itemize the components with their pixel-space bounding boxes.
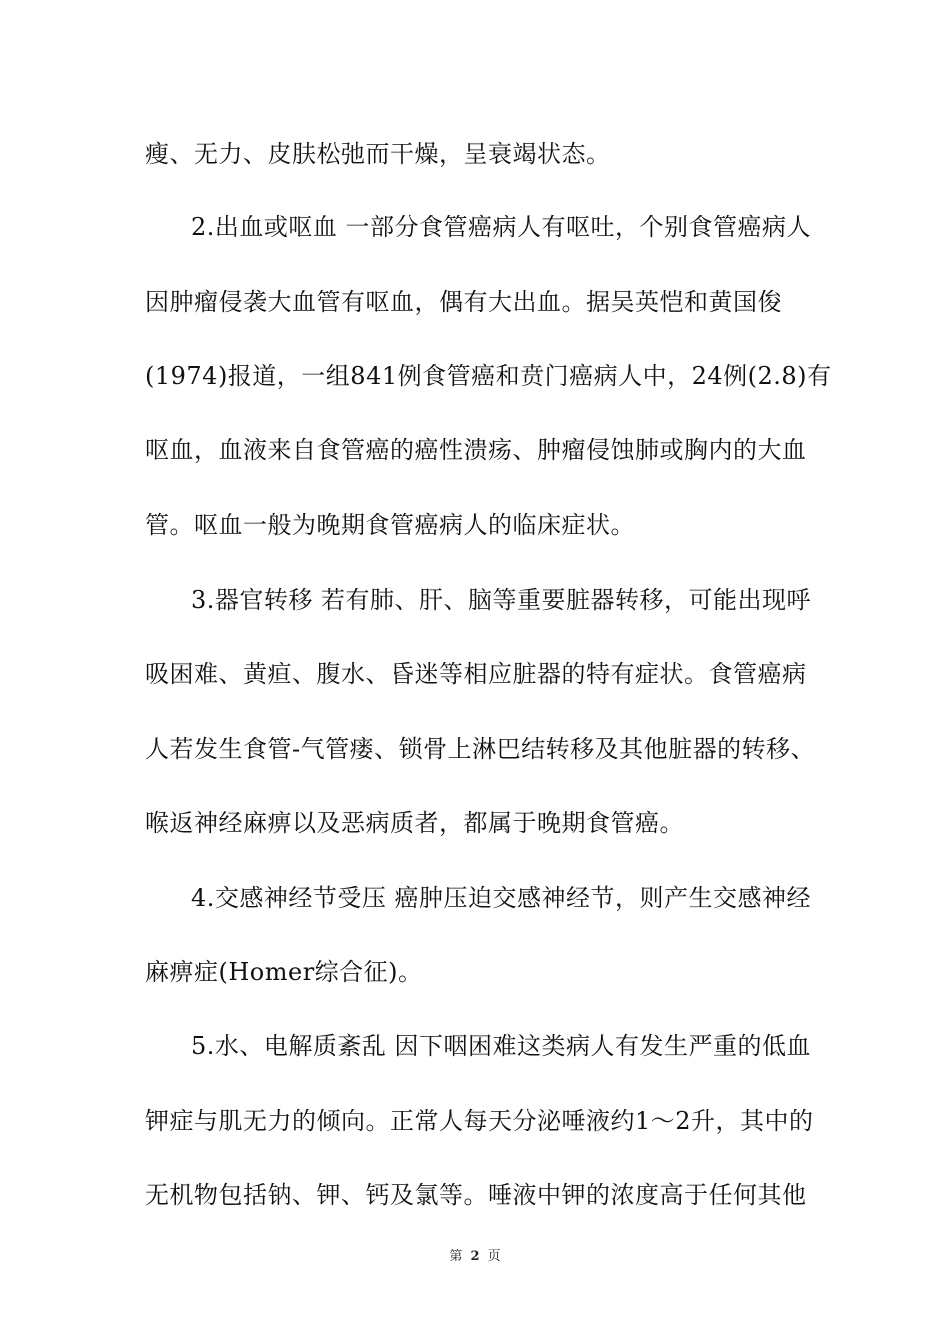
text-line: 喉返神经麻痹以及恶病质者，都属于晚期食管癌。: [145, 809, 684, 837]
text-line: 因肿瘤侵袭大血管有呕血，偶有大出血。据吴英恺和黄国俊: [145, 288, 782, 316]
text-line: 钾症与肌无力的倾向。正常人每天分泌唾液约1～2升，其中的: [145, 1107, 814, 1135]
text-line: 人若发生食管-气管瘘、锁骨上淋巴结转移及其他脏器的转移、: [145, 735, 816, 763]
text-line: 4.交感神经节受压 癌肿压迫交感神经节，则产生交感神经: [191, 884, 812, 912]
text-line: 吸困难、黄疸、腹水、昏迷等相应脏器的特有症状。食管癌病: [145, 660, 807, 688]
page-number: 2: [470, 1249, 480, 1264]
text-line: 管。呕血一般为晚期食管癌病人的临床症状。: [145, 511, 635, 539]
text-line: 2.出血或呕血 一部分食管癌病人有呕吐，个别食管癌病人: [191, 213, 812, 241]
footer-prefix: 第: [449, 1249, 463, 1264]
text-line: 麻痹症(Homer综合征)。: [145, 958, 423, 986]
text-line: 无机物包括钠、钾、钙及氯等。唾液中钾的浓度高于任何其他: [145, 1181, 807, 1209]
page-footer: [0, 1248, 950, 1266]
text-line: 瘦、无力、皮肤松弛而干燥，呈衰竭状态。: [145, 140, 611, 168]
text-line: (1974)报道，一组841例食管癌和贲门癌病人中，24例(2.8)有: [145, 362, 832, 390]
text-line: 3.器官转移 若有肺、肝、脑等重要脏器转移，可能出现呼: [191, 586, 812, 614]
text-line: 5.水、电解质紊乱 因下咽困难这类病人有发生严重的低血: [191, 1032, 812, 1060]
footer-suffix: 页: [487, 1249, 501, 1264]
text-line: 呕血，血液来自食管癌的癌性溃疡、肿瘤侵蚀肺或胸内的大血: [145, 436, 807, 464]
